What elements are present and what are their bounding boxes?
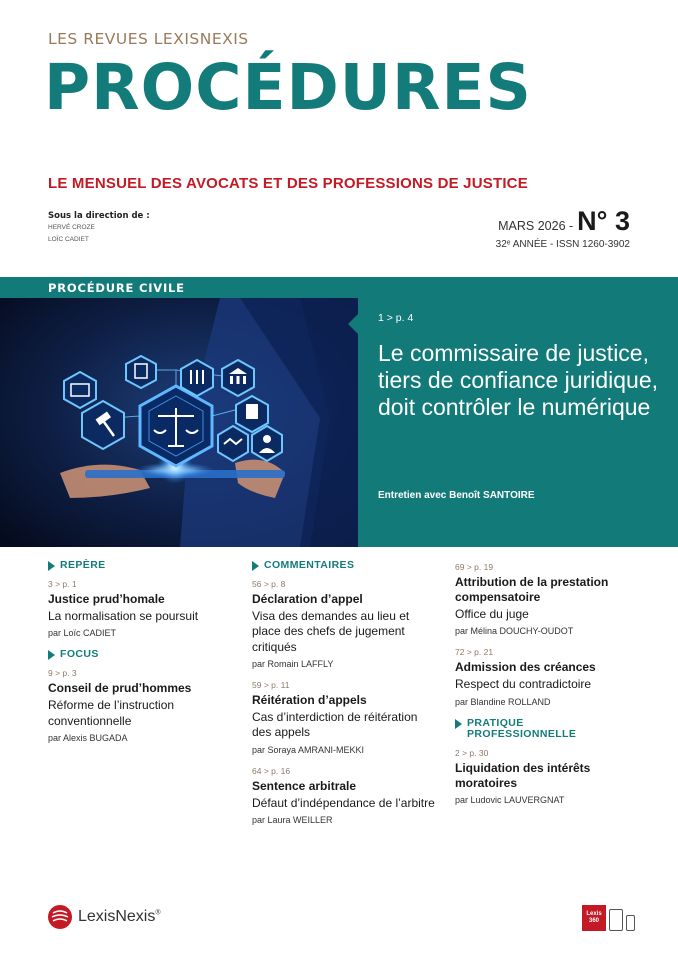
feature-headline[interactable]: Le commissaire de justice, tiers de confiance juridique, doit contrôler le numérique bbox=[378, 340, 658, 421]
item-title: Justice prud’homale bbox=[48, 592, 165, 607]
item-author: par Alexis BUGADA bbox=[48, 733, 128, 744]
toc-column-2 bbox=[252, 560, 437, 836]
item-page-ref: 64 > p. 16 bbox=[252, 765, 291, 776]
category-label: REPÈRE bbox=[60, 559, 106, 571]
category-header bbox=[48, 560, 228, 571]
director-name: HERVÉ CROZE bbox=[48, 224, 95, 231]
person-icon bbox=[252, 426, 282, 461]
publisher-name bbox=[78, 908, 161, 926]
cover-illustration bbox=[0, 298, 358, 547]
category-label: FOCUS bbox=[60, 648, 99, 661]
publisher-name-text: LexisNexis bbox=[78, 908, 156, 925]
item-title: Conseil de prud’hommes bbox=[48, 681, 192, 696]
issue-meta: 32ᵉ ANNÉE - ISSN 1260-3902 bbox=[495, 239, 630, 250]
category-header bbox=[455, 718, 640, 740]
document-icon bbox=[126, 356, 156, 388]
item-title: Réitération d’appels bbox=[252, 693, 367, 708]
item-title: Admission des créances bbox=[455, 660, 596, 675]
digital-access bbox=[582, 905, 635, 931]
journal-subtitle: LE MENSUEL DES AVOCATS ET DES PROFESSIONS DE JUSTICE bbox=[48, 175, 528, 192]
item-page-ref: 3 > p. 1 bbox=[48, 579, 77, 590]
item-subtitle: Visa des demandes au lieu et place des chefs de jugement critiqués bbox=[252, 609, 410, 654]
item-title: Attribution de la prestation compensatoire bbox=[455, 575, 609, 604]
lexis360-badge: Lexis 360 bbox=[582, 905, 606, 931]
feature-article[interactable] bbox=[358, 298, 678, 547]
item-title: Déclaration d’appel bbox=[252, 592, 363, 607]
item-author: par Loïc CADIET bbox=[48, 628, 117, 639]
item-page-ref: 69 > p. 19 bbox=[455, 562, 494, 572]
notch-pointer bbox=[348, 314, 358, 334]
item-subtitle: La normalisation se poursuit bbox=[48, 609, 199, 624]
publisher-logo bbox=[47, 904, 161, 930]
category-header bbox=[252, 560, 437, 571]
courthouse-icon bbox=[222, 360, 254, 396]
toc-item[interactable] bbox=[455, 562, 640, 636]
item-author: par Soraya AMRANI-MEKKI bbox=[252, 744, 365, 755]
item-subtitle: Cas d’interdiction de réitération des appels bbox=[252, 710, 418, 740]
phone-icon bbox=[626, 915, 635, 931]
tablet-icon bbox=[609, 909, 623, 931]
editorial-direction bbox=[48, 211, 150, 245]
handshake-icon bbox=[218, 426, 248, 461]
toc-item[interactable] bbox=[455, 647, 640, 706]
item-author: par Ludovic LAUVERGNAT bbox=[455, 794, 565, 805]
item-title: Liquidation des intérêts moratoires bbox=[455, 760, 591, 790]
item-author: par Romain LAFFLY bbox=[252, 659, 334, 670]
item-author: par Blandine ROLLAND bbox=[455, 696, 551, 707]
triangle-icon bbox=[48, 650, 55, 660]
item-title: Sentence arbitrale bbox=[252, 778, 357, 793]
toc-item[interactable] bbox=[48, 668, 228, 743]
item-subtitle: Défaut d’indépendance de l’arbitre bbox=[252, 795, 435, 810]
item-page-ref: 9 > p. 3 bbox=[48, 668, 77, 679]
category-label: PRATIQUE PROFESSIONNELLE bbox=[467, 716, 577, 740]
item-page-ref: 59 > p. 11 bbox=[252, 680, 290, 691]
item-author: par Mélina DOUCHY-OUDOT bbox=[455, 626, 574, 637]
person-icon bbox=[64, 372, 96, 408]
issue-number: N° 3 bbox=[577, 206, 630, 236]
direction-label: Sous la direction de : bbox=[48, 211, 150, 221]
category-header bbox=[48, 649, 228, 660]
item-author: par Laura WEILLER bbox=[252, 815, 333, 826]
toc-item[interactable] bbox=[252, 680, 437, 755]
issue-date: MARS 2026 - bbox=[498, 219, 574, 233]
lexisnexis-logo-icon bbox=[47, 904, 73, 930]
toc-item[interactable] bbox=[455, 748, 640, 805]
item-page-ref: 2 > p. 30 bbox=[455, 747, 489, 758]
category-label: COMMENTAIRES bbox=[264, 559, 355, 571]
journal-title: PROCÉDURES bbox=[44, 51, 532, 124]
toc-item[interactable] bbox=[48, 579, 228, 638]
item-page-ref: 72 > p. 21 bbox=[455, 647, 494, 658]
item-subtitle: Respect du contradictoire bbox=[455, 677, 592, 692]
item-subtitle: Réforme de l’instruction conventionnelle bbox=[48, 698, 175, 728]
toc-item[interactable] bbox=[252, 579, 437, 669]
toc-column-1 bbox=[48, 560, 228, 754]
series-name: LES REVUES LEXISNEXIS bbox=[48, 30, 249, 48]
registered-mark: ® bbox=[155, 909, 161, 917]
document-icon bbox=[236, 396, 268, 432]
triangle-icon bbox=[48, 561, 55, 571]
toc-item[interactable] bbox=[252, 766, 437, 825]
triangle-icon bbox=[455, 719, 462, 729]
director-name: LOÏC CADIET bbox=[48, 235, 89, 243]
books-icon bbox=[181, 360, 213, 396]
item-subtitle: Office du juge bbox=[455, 607, 529, 621]
feature-page-ref: 1 > p. 4 bbox=[378, 312, 414, 324]
triangle-icon bbox=[252, 561, 259, 571]
feature-byline: Entretien avec Benoît SANTOIRE bbox=[378, 490, 535, 501]
section-tag: PROCÉDURE CIVILE bbox=[48, 281, 185, 295]
toc-column-3 bbox=[455, 562, 640, 816]
issue-info bbox=[496, 208, 630, 250]
item-page-ref: 56 > p. 8 bbox=[252, 579, 286, 590]
